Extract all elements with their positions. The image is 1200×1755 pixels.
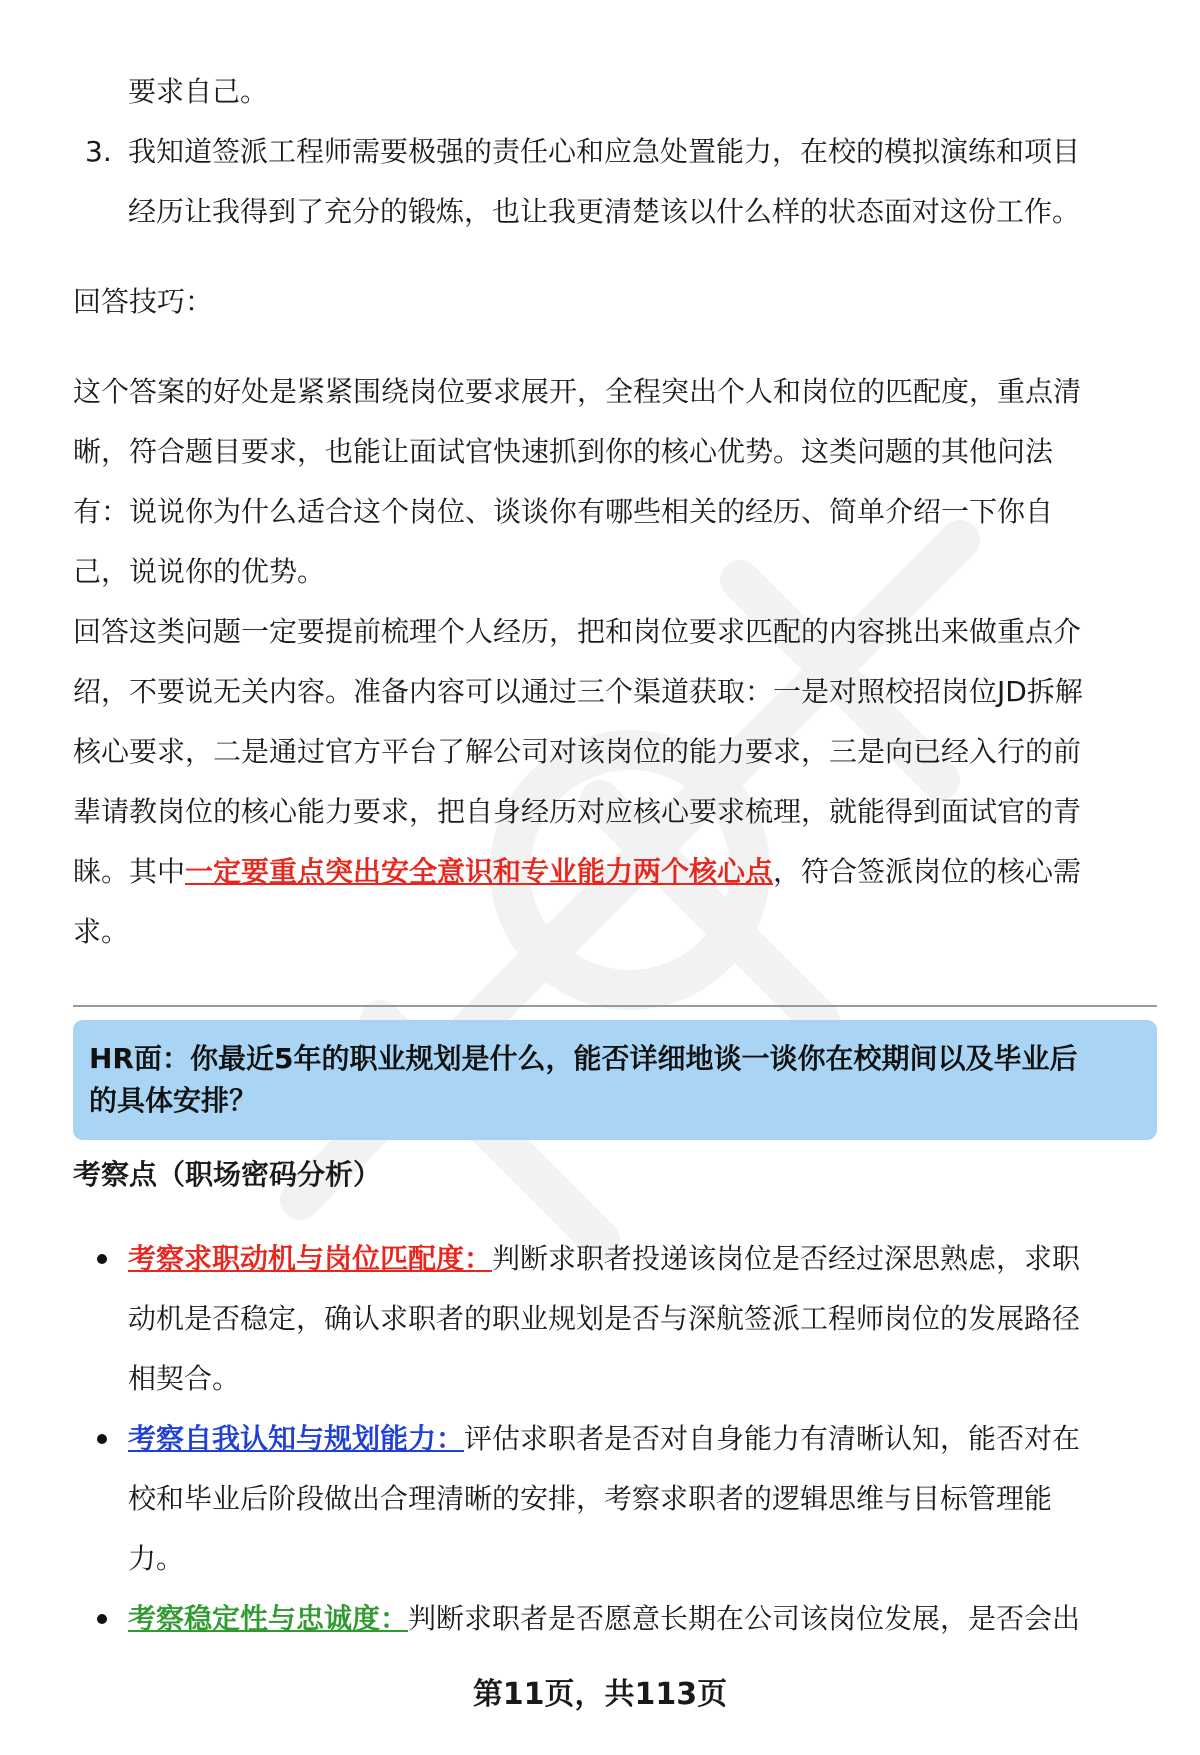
bullet-line [128,1589,1080,1649]
bullet-title: 考察求职动机与岗位匹配度： [128,1242,493,1275]
paragraph-line: 这个答案的好处是紧紧围绕岗位要求展开，全程突出个人和岗位的匹配度，重点清 [73,375,1082,408]
bullet-line [128,1229,1080,1289]
question-box [73,1020,1157,1140]
bullet-line: 校和毕业后阶段做出合理清晰的安排，考察求职者的逻辑思维与目标管理能 [128,1482,1053,1515]
paragraph-line: 求。 [73,915,130,948]
paragraph-line: 辈请教岗位的核心能力要求，把自身经历对应核心要求梳理，就能得到面试官的青 [73,795,1082,828]
bullet-dot [97,1434,107,1444]
text-run: ，符合签派岗位的核心需 [773,855,1082,888]
text-run: 评估求职者是否对自身能力有清晰认知，能否对在 [464,1422,1081,1455]
bullet-line: 动机是否稳定，确认求职者的职业规划是否与深航签派工程师岗位的发展路径 [128,1302,1081,1335]
bullet-dot [97,1614,107,1624]
paragraph-line: 绍，不要说无关内容。准备内容可以通过三个渠道获取：一是对照校招岗位JD拆解 [73,675,1083,708]
paragraph-line: 有：说说你为什么适合这个岗位、谈谈你有哪些相关的经历、简单介绍一下你自 [73,495,1054,528]
bullet-line: 相契合。 [128,1362,241,1395]
question-line: HR面：你最近5年的职业规划是什么，能否详细地谈一谈你在校期间以及毕业后 [89,1042,1078,1075]
bullet-line: 力。 [128,1542,185,1575]
question-line: 的具体安排？ [89,1084,258,1117]
text-run: 判断求职者是否愿意长期在公司该岗位发展，是否会出 [408,1602,1081,1635]
paragraph-line-with-highlight [73,842,1081,902]
key-point-highlight: 一定要重点突出安全意识和专业能力两个核心点 [185,855,774,888]
bullet-title: 考察稳定性与忠诚度： [128,1602,409,1635]
assessment-heading: 考察点（职场密码分析） [73,1158,382,1191]
text-run: 睐。其中 [73,855,186,888]
list-item-line: 经历让我得到了充分的锻炼，也让我更清楚该以什么样的状态面对这份工作。 [128,195,1081,228]
paragraph-line: 己，说说你的优势。 [73,555,326,588]
list-number: 3. [85,135,112,168]
paragraph-line: 晰，符合题目要求，也能让面试官快速抓到你的核心优势。这类问题的其他问法 [73,435,1054,468]
page-number: 第11页，共113页 [472,1677,728,1712]
list-continuation-text: 要求自己。 [128,75,269,108]
section-divider [73,1005,1157,1007]
paragraph-line: 核心要求，二是通过官方平台了解公司对该岗位的能力要求，三是向已经入行的前 [73,735,1082,768]
bullet-line [128,1409,1080,1469]
list-item-line: 我知道签派工程师需要极强的责任心和应急处置能力，在校的模拟演练和项目 [128,135,1081,168]
text-run: 判断求职者投递该岗位是否经过深思熟虑，求职 [492,1242,1081,1275]
paragraph-line: 回答这类问题一定要提前梳理个人经历，把和岗位要求匹配的内容挑出来做重点介 [73,615,1082,648]
bullet-title: 考察自我认知与规划能力： [128,1422,465,1455]
tips-heading: 回答技巧： [73,285,214,318]
bullet-dot [97,1254,107,1264]
